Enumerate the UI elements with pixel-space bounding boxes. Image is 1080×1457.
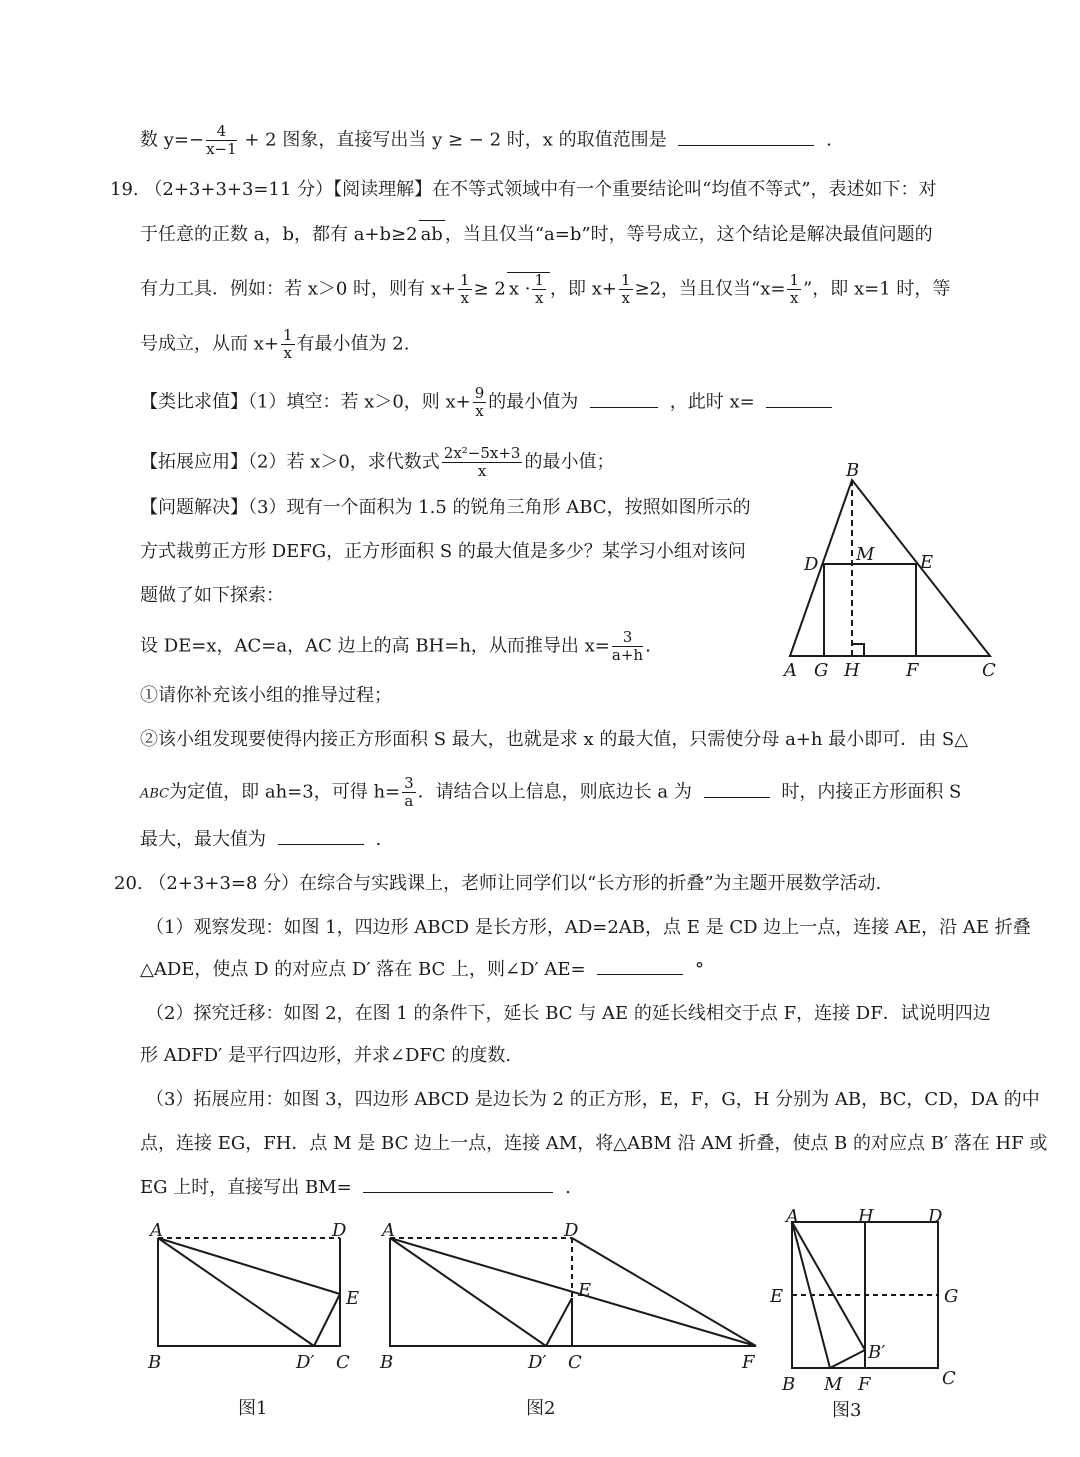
fig3-label-D: D (928, 1206, 943, 1227)
label-H: H (844, 660, 860, 681)
part1-x-blank[interactable] (766, 389, 832, 408)
figure-1 (140, 1216, 380, 1376)
q19-sub1: ①请你补充该小组的推导过程； (140, 685, 392, 706)
fig2-label-D: D (564, 1220, 579, 1241)
fig1-label-B: B (148, 1352, 162, 1373)
fig1-caption: 图1 (238, 1398, 268, 1419)
fig1-label-E: E (346, 1288, 360, 1309)
q19-line1: 19. （2+3+3+3=11 分）【阅读理解】在不等式领域中有一个重要结论叫“均值不等式”，表述如下：对 (110, 179, 937, 200)
triangle-figure (770, 460, 1040, 690)
fig2-label-B: B (380, 1352, 394, 1373)
sqrt-x-over-x: x · $\frac{1}{x}$ (507, 272, 550, 306)
q19-sub2-l2: ABC为定值，即 ah=3，可得 h= $\frac{3}{a}$ ．请结合以上信息，则底边长 a 为 时，内接正方形面积 S (140, 774, 962, 810)
triangle-abc (790, 480, 990, 656)
fig3-label-Bp: B′ (868, 1342, 886, 1363)
part1-min-blank[interactable] (590, 389, 658, 408)
q19-sub2-l1: ②该小组发现要使得内接正方形面积 S 最大，也就是求 x 的最大值，只需使分母 a+h 最小即可．由 S△ (140, 729, 969, 750)
q20-p3-l1: （3）拓展应用：如图 3，四边形 ABCD 是边长为 2 的正方形，E，F，G，H 分别为 AB，BC，CD，DA 的中 (146, 1089, 1040, 1110)
q19-part3-l4: 设 DE=x，AC=a，AC 边上的高 BH=h，从而推导出 x= $\frac{3}{a+h}$ . (140, 628, 651, 664)
label-M: M (856, 544, 875, 565)
fig1-label-A: A (150, 1220, 163, 1241)
q18-suffix: + 2 图象，直接写出当 y ≥ − 2 时，x 的取值范围是 (244, 129, 667, 151)
fig1-adp (158, 1238, 314, 1346)
fig2-adp (390, 1238, 546, 1346)
fig3-abp (792, 1222, 865, 1350)
fig2-df (572, 1238, 756, 1346)
figure-3 (770, 1206, 970, 1396)
label-C: C (982, 660, 996, 681)
sub2-a-blank[interactable] (704, 779, 770, 798)
fig3-label-G: G (944, 1286, 959, 1307)
q19-part3-l1: 【问题解决】（3）现有一个面积为 1.5 的锐角三角形 ABC，按照如图所示的 (140, 497, 751, 518)
q18-prefix: 数 y=− (140, 129, 205, 151)
q19-line2: 于任意的正数 a，b，都有 a+b≥2 ab ，当且仅当“a=b”时，等号成立，这个结论是解决最值问题的 (140, 220, 933, 249)
fig3-label-M: M (824, 1374, 843, 1395)
label-F: F (906, 660, 919, 681)
fig3-label-F: F (858, 1374, 871, 1395)
p1-angle-blank[interactable] (597, 956, 683, 975)
q19-sub2-l3: 最大，最大值为 . (140, 826, 381, 854)
fig1-ae (158, 1238, 340, 1294)
fig1-outline (158, 1238, 340, 1346)
fig2-label-Dp: D′ (528, 1352, 547, 1373)
q19-part2: 【拓展应用】（2）若 x＞0，求代数式 $\frac{\text{2x²−5x+3}}{x}$ 的最小值； (140, 444, 615, 480)
label-D: D (804, 554, 819, 575)
fig1-label-C: C (336, 1352, 350, 1373)
q19-part3-l3: 题做了如下探索： (140, 585, 284, 606)
sqrt-ab: ab (419, 220, 445, 249)
figure-2 (372, 1216, 772, 1376)
fig1-label-D: D (332, 1220, 347, 1241)
fig2-label-A: A (382, 1220, 395, 1241)
fig3-label-H: H (858, 1206, 874, 1227)
fig3-label-B: B (782, 1374, 796, 1395)
q19-number: 19. (110, 179, 139, 200)
fig2-caption: 图2 (526, 1398, 556, 1419)
fig1-label-Dp: D′ (296, 1352, 315, 1373)
fig2-label-F: F (742, 1352, 755, 1373)
fig3-mbp (830, 1350, 865, 1368)
q18-fraction: $\frac{4}{x-1}$ (206, 122, 237, 158)
label-B: B (846, 460, 860, 481)
sub2-max-blank[interactable] (278, 826, 364, 845)
q20-p1-l1: （1）观察发现：如图 1，四边形 ABCD 是长方形，AD=2AB，点 E 是 CD 边上一点，连接 AE，沿 AE 折叠 (146, 917, 1031, 938)
q20-p3-l2: 点，连接 EG，FH．点 M 是 BC 边上一点，连接 AM，将△ABM 沿 AM 折叠，使点 B 的对应点 B′ 落在 HF 或 (140, 1133, 1048, 1154)
q20-p3-l3: EG 上时，直接写出 BM= . (140, 1174, 571, 1202)
fig2-label-E: E (578, 1280, 592, 1301)
q20-line1: 20. （2+3+3=8 分）在综合与实践课上，老师让同学们以“长方形的折叠”为主题开展数学活动. (114, 873, 882, 894)
q20-p1-l2: △ADE，使点 D 的对应点 D′ 落在 BC 上，则∠D′ AE= ° (140, 956, 704, 984)
fig3-label-E: E (770, 1286, 784, 1307)
fig2-dpe (546, 1298, 572, 1346)
fig3-label-A: A (786, 1206, 799, 1227)
label-E: E (920, 552, 934, 573)
p3-bm-blank[interactable] (363, 1174, 553, 1193)
q19-part3-l2: 方式裁剪正方形 DEFG，正方形面积 S 的最大值是多少？某学习小组对该问 (140, 541, 746, 562)
q20-number: 20. (114, 873, 143, 894)
fig3-am (792, 1222, 830, 1368)
q19-line4: 号成立，从而 x+ $\frac{1}{x}$ 有最小值为 2. (140, 326, 410, 362)
fig3-caption: 图3 (832, 1400, 862, 1421)
fig2-label-C: C (568, 1352, 582, 1373)
q20-p2-l2: 形 ADFD′ 是平行四边形，并求∠DFC 的度数. (140, 1045, 512, 1066)
fig1-dpe (314, 1294, 340, 1346)
q19-line3: 有力工具．例如：若 x＞0 时，则有 x+ $\frac{1}{x}$ ≥ 2 x · $\frac{1}{x}$ ，即 x+ $\frac{1}{x}$ ≥2，当且仅当“x= $\frac{1}{x}$ ”，即 x=1 时，等 (140, 271, 951, 307)
label-G: G (814, 660, 829, 681)
label-A: A (784, 660, 797, 681)
right-angle-mark (852, 644, 864, 656)
fig3-label-C: C (942, 1368, 956, 1389)
q18-tail-line: 数 y=− $\frac{4}{x-1}$ + 2 图象，直接写出当 y ≥ − 2 时，x 的取值范围是 . (140, 122, 832, 158)
q18-answer-blank[interactable] (678, 127, 814, 146)
q19-part1: 【类比求值】（1）填空：若 x＞0，则 x+ $\frac{9}{x}$ 的最小值为 ，此时 x= (140, 386, 838, 419)
square-defg (824, 564, 916, 656)
q20-p2-l1: （2）探究迁移：如图 2，在图 1 的条件下，延长 BC 与 AE 的延长线相交于点 F，连接 DF．试说明四边 (146, 1003, 991, 1024)
